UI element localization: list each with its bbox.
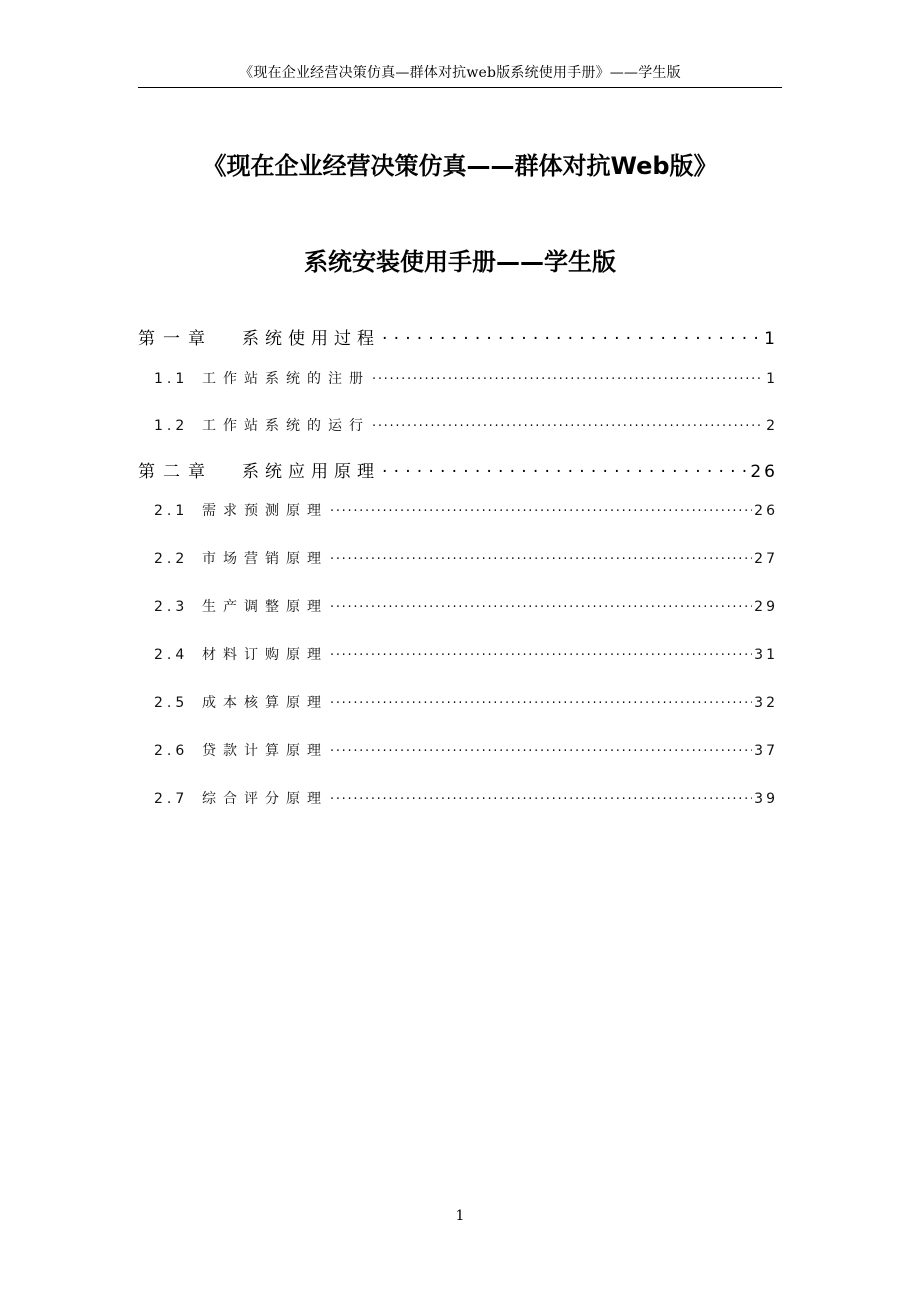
toc-chapter-number: 第二章 xyxy=(138,462,213,482)
toc-section-label: 市场营销原理 xyxy=(202,551,328,567)
document-title: 《现在企业经营决策仿真——群体对抗Web版》 xyxy=(202,152,718,180)
toc-section-label: 工作站系统的注册 xyxy=(202,371,370,387)
toc-section-2-7[interactable] xyxy=(138,788,778,808)
document-subtitle: 系统安装使用手册——学生版 xyxy=(304,248,616,276)
toc-dot-leader xyxy=(330,501,752,515)
toc-section-label: 成本核算原理 xyxy=(202,695,328,711)
toc-dot-leader xyxy=(330,597,752,611)
toc-page-number: 39 xyxy=(754,791,778,807)
toc-section-2-5[interactable] xyxy=(138,692,778,712)
toc-page-number: 26 xyxy=(750,462,778,482)
toc-section-2-1[interactable] xyxy=(138,500,778,520)
toc-section-number: 2.5 xyxy=(154,695,189,711)
toc-section-1-2[interactable] xyxy=(138,415,778,435)
toc-section-label: 综合评分原理 xyxy=(202,791,328,807)
running-header: 《现在企业经营决策仿真—群体对抗web版系统使用手册》——学生版 xyxy=(239,65,681,81)
toc-page-number: 1 xyxy=(764,329,778,349)
toc-page-number: 37 xyxy=(754,743,778,759)
toc-section-number: 2.7 xyxy=(154,791,189,807)
toc-page-number: 27 xyxy=(754,551,778,567)
toc-section-number: 1.1 xyxy=(154,371,189,387)
toc-page-number: 26 xyxy=(754,503,778,519)
toc-page-number: 1 xyxy=(766,371,778,387)
toc-section-number: 2.1 xyxy=(154,503,189,519)
toc-chapter-1[interactable] xyxy=(138,324,778,349)
toc-chapter-number: 第一章 xyxy=(138,329,213,349)
header-rule xyxy=(138,87,782,88)
toc-section-number: 2.2 xyxy=(154,551,189,567)
toc-section-1-1[interactable] xyxy=(138,368,778,388)
toc-chapter-label: 系统使用过程 xyxy=(242,329,380,349)
toc-section-label: 材料订购原理 xyxy=(202,647,328,663)
toc-page-number: 31 xyxy=(754,647,778,663)
toc-section-label: 生产调整原理 xyxy=(202,599,328,615)
toc-chapter-2[interactable] xyxy=(138,457,778,482)
toc-dot-leader xyxy=(372,416,764,430)
toc-section-label: 需求预测原理 xyxy=(202,503,328,519)
toc-page-number: 32 xyxy=(754,695,778,711)
toc-section-number: 2.6 xyxy=(154,743,189,759)
toc-dot-leader xyxy=(330,789,752,803)
toc-dot-leader xyxy=(330,645,752,659)
toc-section-2-2[interactable] xyxy=(138,548,778,568)
toc-section-2-3[interactable] xyxy=(138,596,778,616)
toc-section-2-4[interactable] xyxy=(138,644,778,664)
toc-section-number: 2.4 xyxy=(154,647,189,663)
toc-dot-leader xyxy=(330,741,752,755)
toc-section-number: 1.2 xyxy=(154,418,189,434)
toc-dot-leader xyxy=(372,369,764,383)
toc-section-label: 贷款计算原理 xyxy=(202,743,328,759)
toc-dot-leader xyxy=(382,327,762,344)
toc-dot-leader xyxy=(330,693,752,707)
toc-section-number: 2.3 xyxy=(154,599,189,615)
toc-chapter-label: 系统应用原理 xyxy=(242,462,380,482)
toc-dot-leader xyxy=(330,549,752,563)
page-number: 1 xyxy=(455,1208,465,1224)
toc-section-label: 工作站系统的运行 xyxy=(202,418,370,434)
toc-page-number: 2 xyxy=(766,418,778,434)
toc-page-number: 29 xyxy=(754,599,778,615)
toc-dot-leader xyxy=(382,460,748,477)
toc-section-2-6[interactable] xyxy=(138,740,778,760)
